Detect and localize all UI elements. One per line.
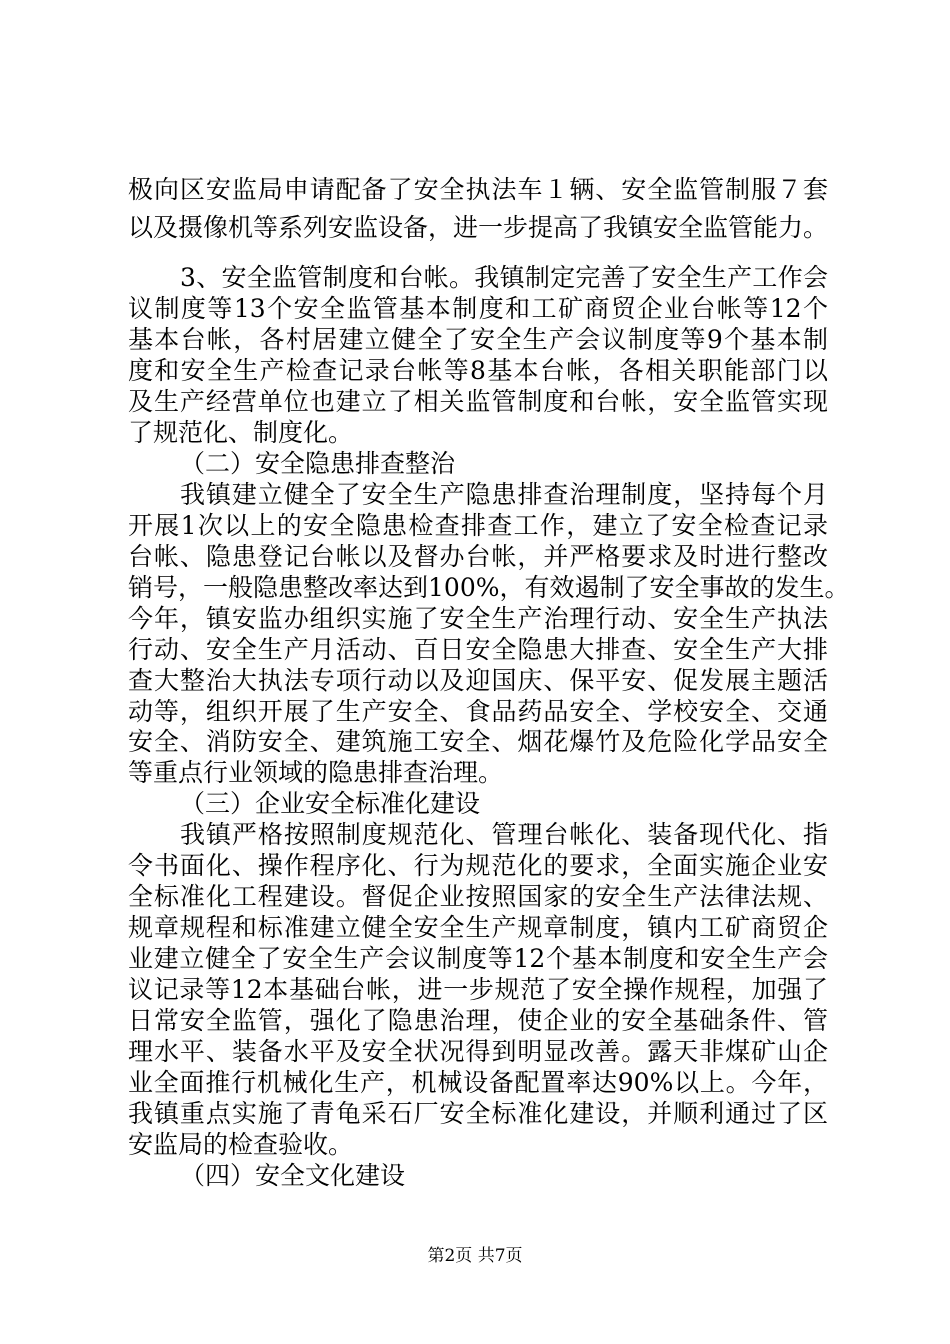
body-text-line: 今年，镇安监办组织实施了安全生产治理行动、安全生产执法 xyxy=(128,604,828,633)
body-text-line: 业建立健全了安全生产会议制度等12个基本制度和安全生产会 xyxy=(128,944,828,973)
body-text-line: 台帐、隐患登记台帐以及督办台帐，并严格要求及时进行整改 xyxy=(128,542,828,571)
body-text-line: 动等，组织开展了生产安全、食品药品安全、学校安全、交通 xyxy=(128,697,828,726)
body-text-line: 开展1次以上的安全隐患检查排查工作，建立了安全检查记录 xyxy=(128,511,828,540)
body-text-line: 查大整治大执法专项行动以及迎国庆、保平安、促发展主题活 xyxy=(128,666,828,695)
body-text-line: 理水平、装备水平及安全状况得到明显改善。露天非煤矿山企 xyxy=(128,1037,828,1066)
body-text-line: 了规范化、制度化。 xyxy=(128,418,354,447)
body-text-line: 全标准化工程建设。督促企业按照国家的安全生产法律法规、 xyxy=(128,882,828,911)
body-text-line: 极向区安监局申请配备了安全执法车１辆、安全监管制服７套 xyxy=(128,175,828,204)
body-text-line: 令书面化、操作程序化、行为规范化的要求，全面实施企业安 xyxy=(128,851,828,880)
body-text-line: 等重点行业领域的隐患排查治理。 xyxy=(128,758,504,787)
body-text-line: 安全、消防安全、建筑施工安全、烟花爆竹及危险化学品安全 xyxy=(128,727,828,756)
body-text-line: 我镇重点实施了青龟采石厂安全标准化建设，并顺利通过了区 xyxy=(128,1099,828,1128)
body-text-line: 议记录等12本基础台帐，进一步规范了安全操作规程，加强了 xyxy=(128,975,828,1004)
body-text-line: 安监局的检查验收。 xyxy=(128,1130,354,1159)
body-text-line: 度和安全生产检查记录台帐等8基本台帐，各相关职能部门以 xyxy=(128,356,828,385)
body-text-line: 销号，一般隐患整改率达到100%，有效遏制了安全事故的发生。 xyxy=(128,573,850,602)
body-text-line: 及生产经营单位也建立了相关监管制度和台帐，安全监管实现 xyxy=(128,387,828,416)
body-text-line: 业全面推行机械化生产，机械设备配置率达90%以上。今年， xyxy=(128,1068,828,1097)
body-text-line: 行动、安全生产月活动、百日安全隐患大排查、安全生产大排 xyxy=(128,635,828,664)
body-text-line: 基本台帐，各村居建立健全了安全生产会议制度等9个基本制 xyxy=(128,325,828,354)
section-heading: （三）企业安全标准化建设 xyxy=(180,789,481,818)
body-text-line: 我镇严格按照制度规范化、管理台帐化、装备现代化、指 xyxy=(180,820,828,849)
body-text-line: 规章规程和标准建立健全安全生产规章制度，镇内工矿商贸企 xyxy=(128,913,828,942)
section-heading: （四）安全文化建设 xyxy=(180,1161,406,1190)
body-text-line: 3、安全监管制度和台帐。我镇制定完善了安全生产工作会 xyxy=(180,263,828,292)
section-heading: （二）安全隐患排查整治 xyxy=(180,449,456,478)
body-text-line: 以及摄像机等系列安监设备，进一步提高了我镇安全监管能力。 xyxy=(128,213,829,242)
body-text-line: 议制度等13个安全监管基本制度和工矿商贸企业台帐等12个 xyxy=(128,294,828,323)
body-text-line: 我镇建立健全了安全生产隐患排查治理制度，坚持每个月 xyxy=(180,480,828,509)
body-text-line: 日常安全监管，强化了隐患治理，使企业的安全基础条件、管 xyxy=(128,1006,828,1035)
page-footer: 第2页 共7页 xyxy=(427,1246,523,1266)
